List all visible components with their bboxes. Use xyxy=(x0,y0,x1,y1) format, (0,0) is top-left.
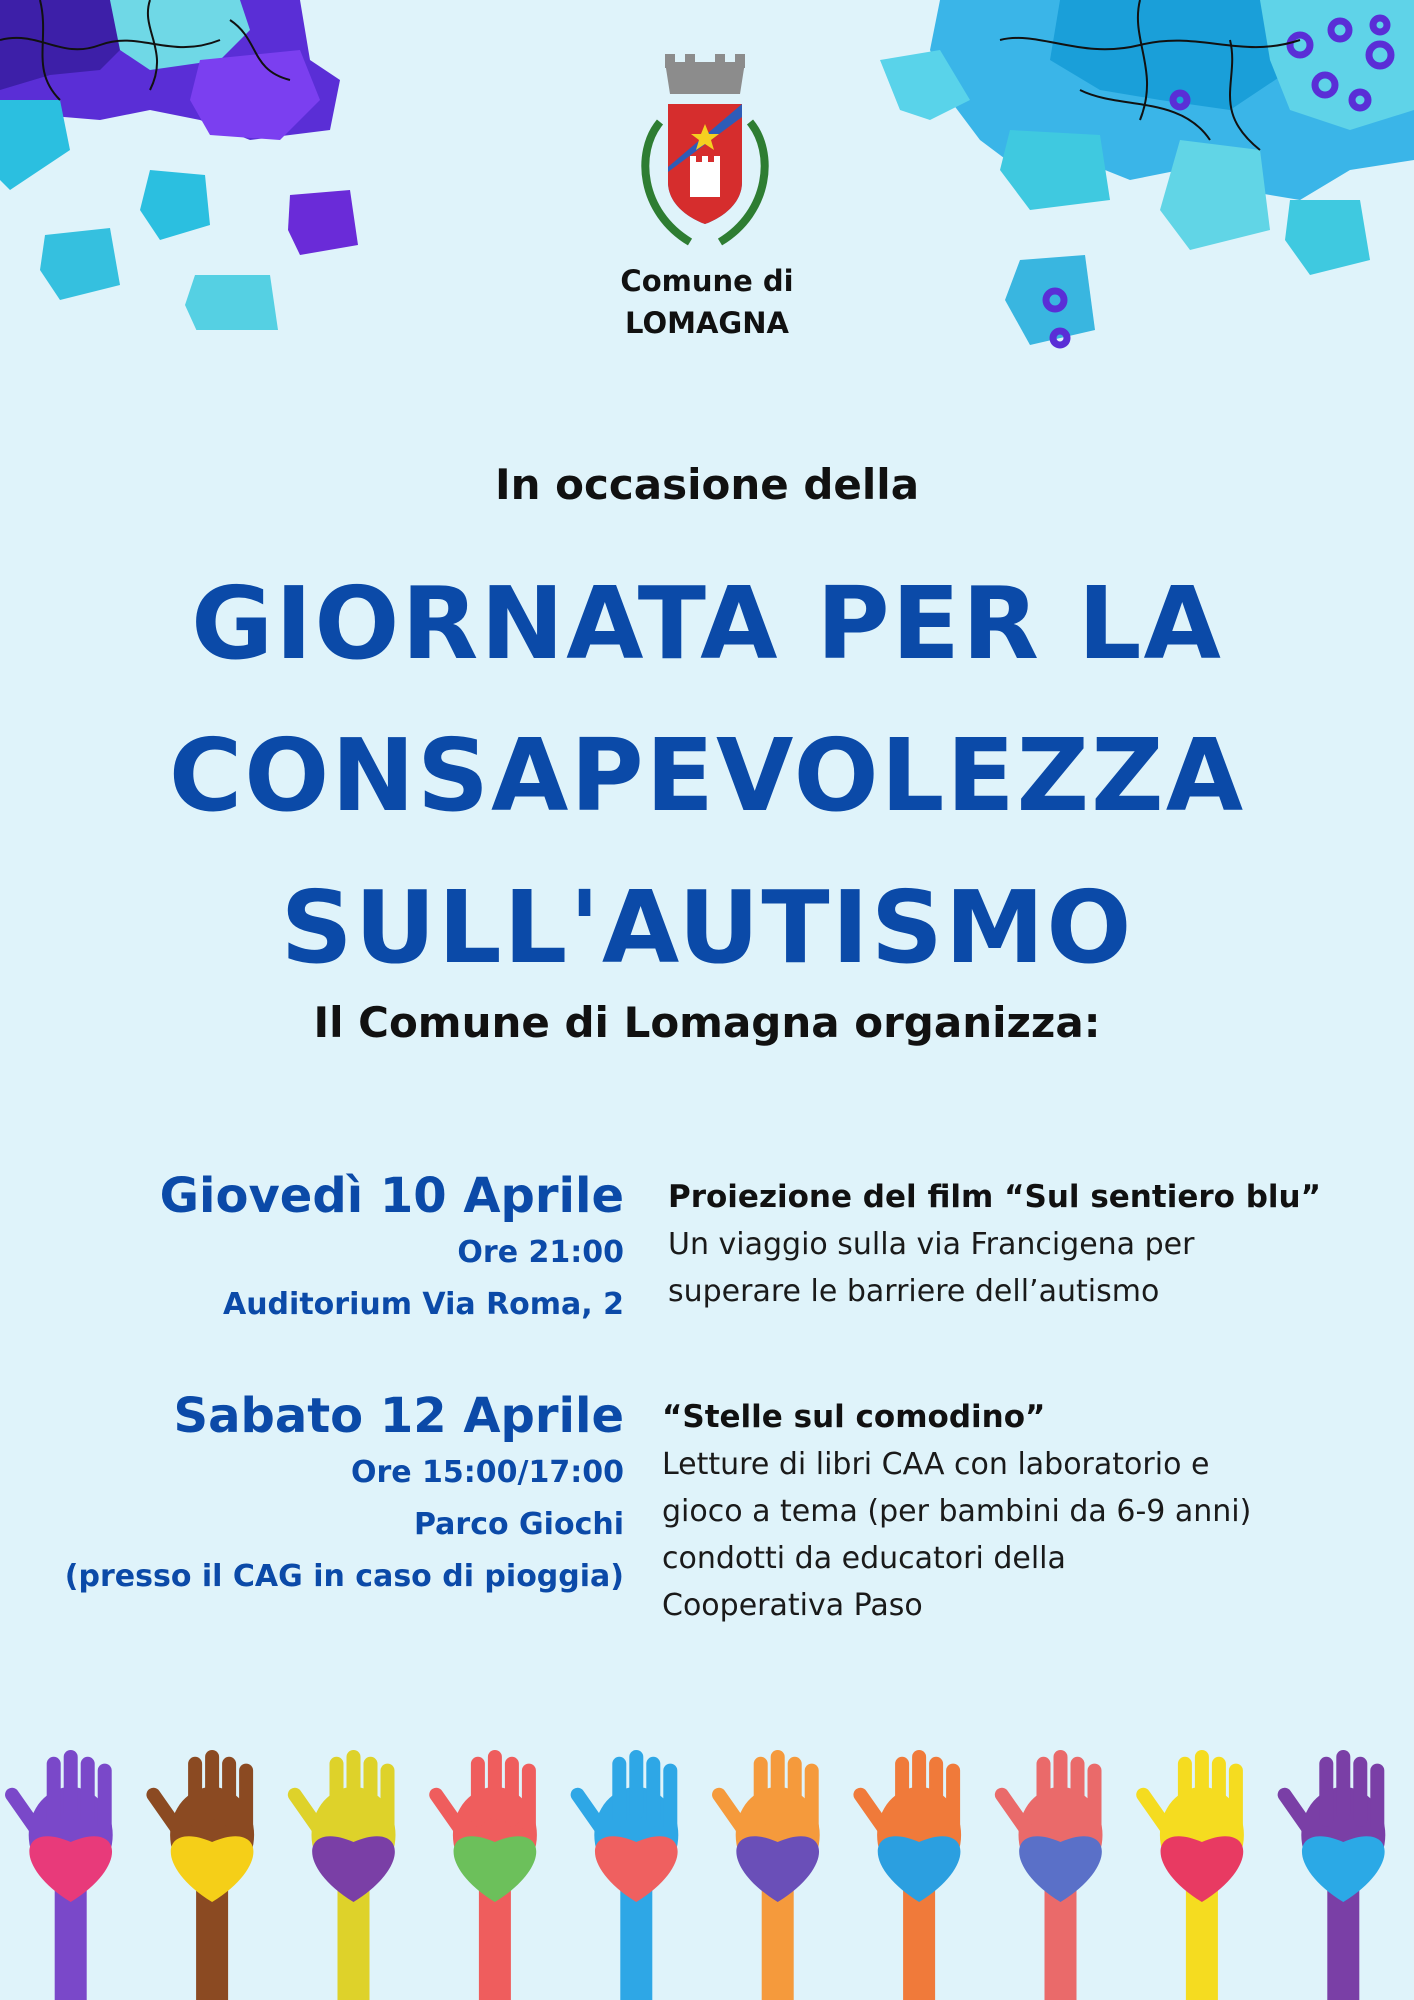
event-desc-line: Un viaggio sulla via Francigena per xyxy=(668,1227,1195,1262)
hand-heart-icon xyxy=(851,1750,961,2000)
organizer-text: Il Comune di Lomagna organizza: xyxy=(313,998,1101,1047)
comune-label-line1: Comune di xyxy=(620,264,794,298)
event-note: (presso il CAG in caso di pioggia) xyxy=(64,1559,624,1594)
main-title-line3: SULL'AUTISMO xyxy=(280,869,1134,986)
puzzle-piece xyxy=(0,100,70,190)
hands-hearts-decoration xyxy=(0,1740,1414,2000)
hand-heart-icon xyxy=(568,1750,678,2000)
event-date: Giovedì 10 Aprile xyxy=(159,1168,624,1224)
hand-heart-icon xyxy=(1275,1750,1385,2000)
hand-heart-icon xyxy=(2,1750,112,2000)
hand-heart-icon xyxy=(1133,1750,1243,2000)
main-title-line1: GIORNATA PER LA xyxy=(191,565,1223,682)
event-title: “Stelle sul comodino” xyxy=(662,1399,1046,1435)
puzzle-piece xyxy=(140,170,210,240)
comune-label-line2: LOMAGNA xyxy=(625,306,789,340)
puzzle-piece xyxy=(288,190,358,255)
intro-text: In occasione della xyxy=(494,460,920,509)
event-desc-line: Cooperativa Paso xyxy=(662,1588,923,1623)
event-when-where xyxy=(160,1165,624,1331)
comune-coat-of-arms-icon xyxy=(620,52,790,252)
puzzle-piece xyxy=(1160,140,1270,250)
hand-heart-icon xyxy=(992,1750,1102,2000)
event-place: Auditorium Via Roma, 2 xyxy=(222,1287,624,1322)
event-description xyxy=(668,1173,1368,1315)
event-title: Proiezione del film “Sul sentiero blu” xyxy=(668,1179,1321,1215)
hand-heart-icon xyxy=(285,1750,395,2000)
event-description xyxy=(662,1393,1362,1629)
event-desc-line: Letture di libri CAA con laboratorio e xyxy=(662,1447,1210,1482)
event-date: Sabato 12 Aprile xyxy=(173,1388,624,1444)
event-desc-line: superare le barriere dell’autismo xyxy=(668,1274,1160,1309)
hand-heart-icon xyxy=(144,1750,254,2000)
main-title-line2: CONSAPEVOLEZZA xyxy=(168,717,1246,834)
event-desc-line: condotti da educatori della xyxy=(662,1541,1066,1576)
event-desc-line: gioco a tema (per bambini da 6-9 anni) xyxy=(662,1494,1252,1529)
event-place: Parco Giochi xyxy=(414,1507,624,1542)
puzzle-piece xyxy=(1000,130,1110,210)
event-when-where xyxy=(65,1385,624,1603)
hand-heart-icon xyxy=(426,1750,536,2000)
event-time: Ore 21:00 xyxy=(457,1235,624,1270)
comune-label xyxy=(0,260,1414,344)
event-time: Ore 15:00/17:00 xyxy=(350,1455,624,1490)
hand-heart-icon xyxy=(709,1750,819,2000)
main-title xyxy=(0,548,1414,1004)
